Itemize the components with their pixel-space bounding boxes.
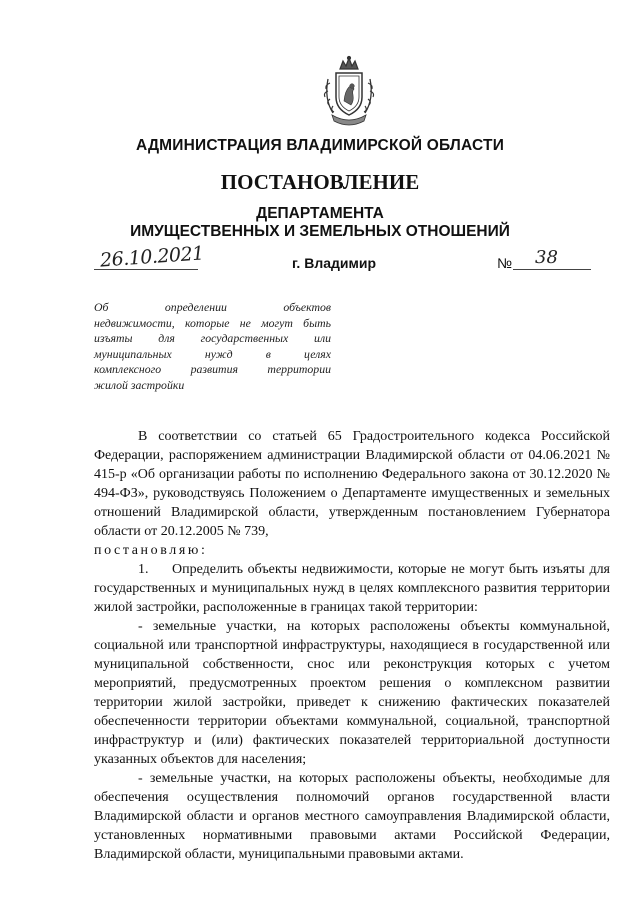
- organization-title: АДМИНИСТРАЦИЯ ВЛАДИМИРСКОЙ ОБЛАСТИ: [135, 137, 505, 154]
- bullet-paragraph-1: - земельные участки, на которых расположены объекты коммунальной, социальной или транспортной инфраструктуры, находящиеся в государственной или муниципальной собственности, снос или реконструкция которых с учетом мероприятий, предусмотренных проектом решения о комплексном развитии территории жилой застройки, приведет к снижению фактических показателей обеспеченности территории объектами коммунальной, социальной, транспортной инфраструктур и (или) фактических показателей территориальной доступности указанных объектов для населения;: [94, 619, 610, 767]
- department-line-1: ДЕПАРТАМЕНТА: [256, 205, 384, 222]
- department-line-2: ИМУЩЕСТВЕННЫХ И ЗЕМЕЛЬНЫХ ОТНОШЕНИЙ: [130, 223, 510, 240]
- subject-line: изъяты для государственных или: [94, 331, 331, 346]
- department-title: [0, 205, 640, 241]
- item-1-number: 1.: [138, 562, 149, 577]
- number-sign: №: [497, 255, 513, 271]
- subject-line: муниципальных нужд в целях: [94, 346, 331, 361]
- handwritten-date: 26.10.2021: [99, 242, 205, 272]
- date-underline: [94, 269, 198, 270]
- item-1-text: Определить объекты недвижимости, которые не могут быть изъяты для государственных и муниципальных нужд в целях комплексного развития территории жилой застройки, расположенные в границах такой территории:: [94, 562, 610, 615]
- handwritten-number: 38: [535, 247, 558, 268]
- city-name: г. Владимир: [292, 255, 377, 271]
- item-1-paragraph: [94, 560, 610, 617]
- number-underline: [513, 269, 591, 270]
- preamble-paragraph: В соответствии со статьей 65 Градостроительного кодекса Российской Федерации, распоряжением администрации Владимирской области от 04.06.2021 № 415-р «Об организации работы по исполнению Федерального закона от 30.12.2020 № 494-ФЗ», руководствуясь Положением о Департаменте имущественных и земельных отношений Владимирской области, утвержденным постановлением Губернатора области от 20.12.2005 № 739,: [94, 429, 610, 539]
- document-subject: [94, 300, 331, 394]
- subject-line: жилой застройки: [94, 377, 185, 392]
- bullet-paragraph-2: - земельные участки, на которых расположены объекты, необходимые для обеспечения осуществления полномочий органов государственной власти Владимирской области и органов местного самоуправления Владимирской области, установленных нормативными правовыми актами Российской Федерации, Владимирской области, муниципальными правовыми актами.: [94, 771, 610, 862]
- resolve-word: постановляю:: [94, 543, 208, 558]
- document-type: ПОСТАНОВЛЕНИЕ: [220, 170, 420, 194]
- subject-line: Об определении объектов: [94, 300, 331, 314]
- subject-line: комплексного развития территории: [94, 362, 331, 377]
- subject-line: недвижимости, которые не могут быть: [94, 315, 331, 330]
- document-body: [94, 427, 610, 864]
- coat-of-arms-emblem: [318, 55, 380, 133]
